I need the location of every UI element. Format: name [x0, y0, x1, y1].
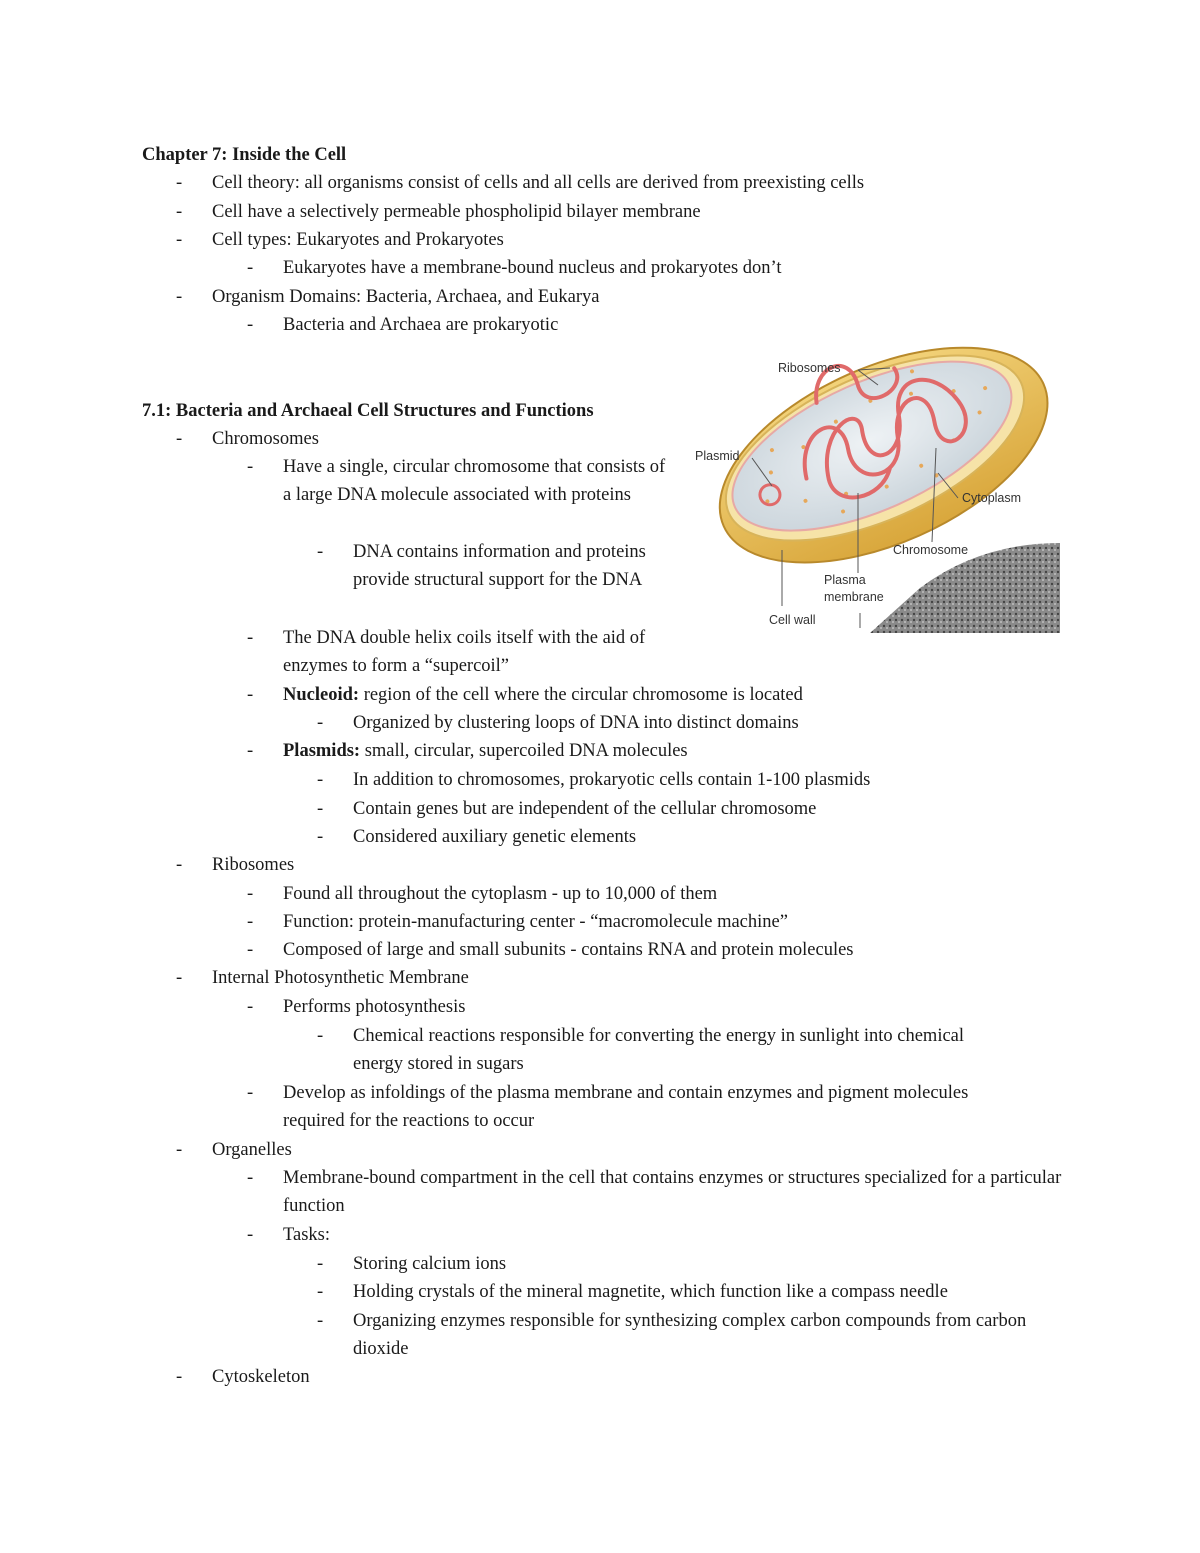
list-item: - Have a single, circular chromosome that consists of a large DNA molecule associated with proteins — [247, 457, 666, 505]
list-item-organelles: - Organelles — [176, 1140, 292, 1160]
list-item: - DNA contains information and proteins provide structural support for the DNA — [317, 542, 646, 590]
list-item: - Holding crystals of the mineral magnetite, which function like a compass needle — [317, 1282, 948, 1302]
label-plasma: Plasma — [824, 573, 866, 587]
label-ribosomes: Ribosomes — [778, 361, 841, 375]
label-plasmid: Plasmid — [695, 449, 740, 463]
list-item: - Composed of large and small subunits - contains RNA and protein molecules — [247, 940, 854, 960]
list-item: - Cell theory: all organisms consist of cells and all cells are derived from preexisting cells — [176, 173, 865, 193]
list-item: - Eukaryotes have a membrane-bound nucleus and prokaryotes don’t — [247, 258, 782, 278]
list-item: - Develop as infoldings of the plasma membrane and contain enzymes and pigment molecules required for the reactions to occur — [247, 1083, 969, 1131]
list-item: - Organized by clustering loops of DNA into distinct domains — [317, 713, 799, 733]
list-item: - Considered auxiliary genetic elements — [317, 827, 637, 847]
list-item: - Contain genes but are independent of the cellular chromosome — [317, 799, 817, 819]
list-item: - Membrane-bound compartment in the cell that contains enzymes or structures specialized for a particular function — [247, 1168, 1062, 1216]
chapter-title: Chapter 7: Inside the Cell — [142, 145, 347, 165]
list-item: - Performs photosynthesis — [247, 997, 466, 1017]
list-item-chromosomes: - Chromosomes — [176, 429, 319, 449]
list-item-plasmids: - Plasmids: small, circular, supercoiled DNA molecules — [247, 741, 688, 761]
prokaryotic-cell-figure — [690, 288, 1060, 633]
list-item: - In addition to chromosomes, prokaryotic cells contain 1-100 plasmids — [317, 770, 871, 790]
list-item: - Organism Domains: Bacteria, Archaea, and Eukarya — [176, 287, 600, 307]
list-item: - Function: protein-manufacturing center - “macromolecule machine” — [247, 912, 788, 932]
list-item: - Bacteria and Archaea are prokaryotic — [247, 315, 559, 335]
list-item: - Cell types: Eukaryotes and Prokaryotes — [176, 230, 504, 250]
section-title: 7.1: Bacteria and Archaeal Cell Structures and Functions — [142, 401, 594, 421]
list-item: - Chemical reactions responsible for converting the energy in sunlight into chemical energy stored in sugars — [317, 1026, 965, 1074]
label-membrane: membrane — [824, 590, 884, 604]
label-chromosome: Chromosome — [893, 543, 969, 557]
label-cell-wall: Cell wall — [769, 613, 816, 627]
list-item: - Cell have a selectively permeable phospholipid bilayer membrane — [176, 202, 701, 222]
list-item-photosynthetic: - Internal Photosynthetic Membrane — [176, 968, 469, 988]
list-item: - Found all throughout the cytoplasm - up to 10,000 of them — [247, 884, 718, 904]
list-item: - Organizing enzymes responsible for synthesizing complex carbon compounds from carbon dioxide — [317, 1311, 1027, 1359]
list-item: - Tasks: — [247, 1225, 331, 1245]
list-item: - Storing calcium ions — [317, 1254, 507, 1274]
list-item-cytoskeleton: - Cytoskeleton — [176, 1367, 310, 1387]
list-item: - The DNA double helix coils itself with the aid of enzymes to form a “supercoil” — [247, 628, 646, 676]
label-cytoplasm: Cytoplasm — [962, 491, 1022, 505]
list-item-nucleoid: - Nucleoid: region of the cell where the circular chromosome is located — [247, 685, 803, 705]
list-item-ribosomes: - Ribosomes — [176, 855, 295, 875]
